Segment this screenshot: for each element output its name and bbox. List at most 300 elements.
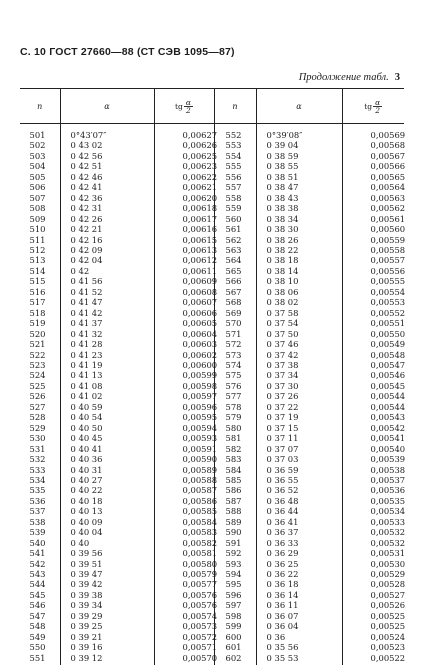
- tangent-value: 0,00544: [342, 391, 404, 401]
- alpha-value: 0 38 51: [256, 172, 342, 182]
- alpha-value: 0 41 23: [60, 350, 154, 360]
- alpha-value: 0 38 59: [256, 151, 342, 161]
- alpha-value: 0 37 58: [256, 308, 342, 318]
- tangent-value: 0,00568: [342, 140, 404, 150]
- tangent-value: 0,00529: [342, 569, 404, 579]
- alpha-value: 0 39 42: [60, 579, 154, 589]
- n-value: 536: [20, 496, 60, 506]
- tangent-value: 0,00613: [154, 245, 214, 255]
- angle-tangent-table: [20, 88, 404, 665]
- table-row: [20, 151, 404, 161]
- tangent-value: 0,00604: [154, 329, 214, 339]
- n-value: 516: [20, 287, 60, 297]
- tangent-value: 0,00556: [342, 266, 404, 276]
- tangent-value: 0,00627: [154, 124, 214, 141]
- tangent-value: 0,00560: [342, 224, 404, 234]
- alpha-value: 0 36 18: [256, 579, 342, 589]
- tangent-value: 0,00580: [154, 559, 214, 569]
- n-value: 506: [20, 182, 60, 192]
- tangent-value: 0,00586: [154, 496, 214, 506]
- n-value: 596: [214, 590, 256, 600]
- tangent-value: 0,00549: [342, 339, 404, 349]
- n-value: 569: [214, 308, 256, 318]
- n-value: 598: [214, 611, 256, 621]
- tangent-value: 0,00532: [342, 527, 404, 537]
- n-value: 503: [20, 151, 60, 161]
- n-value: 501: [20, 124, 60, 141]
- n-value: 591: [214, 538, 256, 548]
- table-row: [20, 224, 404, 234]
- tg-numerator: α: [184, 99, 193, 107]
- alpha-value: 0 42 21: [60, 224, 154, 234]
- tangent-value: 0,00579: [154, 569, 214, 579]
- alpha-value: 0 40 36: [60, 454, 154, 464]
- alpha-value: 0 40 31: [60, 465, 154, 475]
- tangent-value: 0,00584: [154, 517, 214, 527]
- n-value: 524: [20, 370, 60, 380]
- tangent-value: 0,00563: [342, 193, 404, 203]
- alpha-value: 0 38 43: [256, 193, 342, 203]
- n-value: 512: [20, 245, 60, 255]
- alpha-value: 0 41 28: [60, 339, 154, 349]
- tangent-value: 0,00530: [342, 559, 404, 569]
- n-value: 557: [214, 182, 256, 192]
- alpha-value: 0 36 48: [256, 496, 342, 506]
- alpha-value: 0 41 08: [60, 381, 154, 391]
- table-row: [20, 350, 404, 360]
- tangent-value: 0,00565: [342, 172, 404, 182]
- alpha-value: 0 38 18: [256, 255, 342, 265]
- n-value: 526: [20, 391, 60, 401]
- alpha-value: 0 36 59: [256, 465, 342, 475]
- n-value: 581: [214, 433, 256, 443]
- alpha-value: 0 37 54: [256, 318, 342, 328]
- tangent-value: 0,00542: [342, 423, 404, 433]
- table-row: [20, 124, 404, 141]
- alpha-value: 0 39 56: [60, 548, 154, 558]
- n-value: 564: [214, 255, 256, 265]
- alpha-value: 0 40: [60, 538, 154, 548]
- alpha-value: 0 37 30: [256, 381, 342, 391]
- alpha-value: 0 36 29: [256, 548, 342, 558]
- table-row: [20, 506, 404, 516]
- n-value: 587: [214, 496, 256, 506]
- alpha-value: 0 35 53: [256, 653, 342, 665]
- n-value: 588: [214, 506, 256, 516]
- n-value: 578: [214, 402, 256, 412]
- tangent-value: 0,00570: [154, 653, 214, 665]
- tangent-value: 0,00608: [154, 287, 214, 297]
- n-value: 548: [20, 621, 60, 631]
- tangent-value: 0,00533: [342, 517, 404, 527]
- table-row: [20, 172, 404, 182]
- n-value: 552: [214, 124, 256, 141]
- tangent-value: 0,00540: [342, 444, 404, 454]
- n-value: 530: [20, 433, 60, 443]
- alpha-value: 0 42 56: [60, 151, 154, 161]
- table-row: [20, 642, 404, 652]
- alpha-value: 0 37 50: [256, 329, 342, 339]
- tangent-value: 0,00550: [342, 329, 404, 339]
- alpha-value: 0 36: [256, 632, 342, 642]
- page-header: С. 10 ГОСТ 27660—88 (СТ СЭВ 1095—87): [20, 46, 235, 58]
- table-row: [20, 235, 404, 245]
- tangent-value: 0,00558: [342, 245, 404, 255]
- n-value: 532: [20, 454, 60, 464]
- table-row: [20, 412, 404, 422]
- tg-denominator: 2: [375, 107, 380, 114]
- tangent-value: 0,00625: [154, 151, 214, 161]
- alpha-value: 0 41 13: [60, 370, 154, 380]
- table-row: [20, 590, 404, 600]
- n-value: 537: [20, 506, 60, 516]
- tangent-value: 0,00569: [342, 124, 404, 141]
- tangent-value: 0,00532: [342, 538, 404, 548]
- header-alpha-right: α: [256, 89, 342, 124]
- alpha-value: 0 42 26: [60, 214, 154, 224]
- tangent-value: 0,00543: [342, 412, 404, 422]
- alpha-value: 0 39 21: [60, 632, 154, 642]
- n-value: 535: [20, 485, 60, 495]
- tangent-value: 0,00541: [342, 433, 404, 443]
- alpha-value: 0 41 42: [60, 308, 154, 318]
- table-row: [20, 559, 404, 569]
- tangent-value: 0,00603: [154, 339, 214, 349]
- alpha-value: 0 37 03: [256, 454, 342, 464]
- alpha-value: 0 42: [60, 266, 154, 276]
- tangent-value: 0,00554: [342, 287, 404, 297]
- n-value: 558: [214, 193, 256, 203]
- alpha-value: 0 39 34: [60, 600, 154, 610]
- n-value: 556: [214, 172, 256, 182]
- table-row: [20, 632, 404, 642]
- alpha-value: 0 35 56: [256, 642, 342, 652]
- header-tg-left: [154, 89, 214, 124]
- alpha-value: 0 42 04: [60, 255, 154, 265]
- alpha-value: 0 42 36: [60, 193, 154, 203]
- n-value: 523: [20, 360, 60, 370]
- n-value: 549: [20, 632, 60, 642]
- tangent-value: 0,00620: [154, 193, 214, 203]
- table-row: [20, 600, 404, 610]
- tangent-value: 0,00571: [154, 642, 214, 652]
- table-body: [20, 124, 404, 665]
- tangent-value: 0,00589: [154, 465, 214, 475]
- tangent-value: 0,00582: [154, 538, 214, 548]
- alpha-value: 0 39 12: [60, 653, 154, 665]
- tg-denominator: 2: [186, 107, 191, 114]
- alpha-value: 0 40 09: [60, 517, 154, 527]
- tangent-value: 0,00522: [342, 653, 404, 665]
- n-value: 546: [20, 600, 60, 610]
- alpha-value: 0 39 25: [60, 621, 154, 631]
- tangent-value: 0,00545: [342, 381, 404, 391]
- table-row: [20, 339, 404, 349]
- n-value: 594: [214, 569, 256, 579]
- alpha-value: 0 43 02: [60, 140, 154, 150]
- alpha-value: 0 41 47: [60, 297, 154, 307]
- n-value: 544: [20, 579, 60, 589]
- alpha-value: 0 36 44: [256, 506, 342, 516]
- table-row: [20, 255, 404, 265]
- table-row: [20, 161, 404, 171]
- n-value: 529: [20, 423, 60, 433]
- header-alpha-left: α: [60, 89, 154, 124]
- alpha-value: 0 41 37: [60, 318, 154, 328]
- tangent-value: 0,00622: [154, 172, 214, 182]
- n-value: 509: [20, 214, 60, 224]
- n-value: 511: [20, 235, 60, 245]
- n-value: 528: [20, 412, 60, 422]
- n-value: 597: [214, 600, 256, 610]
- n-value: 554: [214, 151, 256, 161]
- tangent-value: 0,00539: [342, 454, 404, 464]
- tangent-value: 0,00574: [154, 611, 214, 621]
- n-value: 576: [214, 381, 256, 391]
- n-value: 562: [214, 235, 256, 245]
- table-row: [20, 214, 404, 224]
- table-row: [20, 140, 404, 150]
- alpha-value: 0 37 19: [256, 412, 342, 422]
- n-value: 508: [20, 203, 60, 213]
- n-value: 593: [214, 559, 256, 569]
- alpha-value: 0 38 55: [256, 161, 342, 171]
- alpha-value: 0 41 19: [60, 360, 154, 370]
- n-value: 572: [214, 339, 256, 349]
- table-row: [20, 496, 404, 506]
- n-value: 592: [214, 548, 256, 558]
- table-row: [20, 621, 404, 631]
- n-value: 540: [20, 538, 60, 548]
- n-value: 566: [214, 276, 256, 286]
- alpha-value: 0 40 41: [60, 444, 154, 454]
- tangent-value: 0,00538: [342, 465, 404, 475]
- header-n-right: n: [214, 89, 256, 124]
- n-value: 601: [214, 642, 256, 652]
- alpha-value: 0 37 11: [256, 433, 342, 443]
- tangent-value: 0,00596: [154, 402, 214, 412]
- n-value: 583: [214, 454, 256, 464]
- n-value: 600: [214, 632, 256, 642]
- tangent-value: 0,00583: [154, 527, 214, 537]
- alpha-value: 0 40 50: [60, 423, 154, 433]
- tangent-value: 0,00523: [342, 642, 404, 652]
- tangent-value: 0,00526: [342, 600, 404, 610]
- n-value: 534: [20, 475, 60, 485]
- n-value: 507: [20, 193, 60, 203]
- continuation-table-number: 3: [395, 72, 400, 83]
- tangent-value: 0,00593: [154, 433, 214, 443]
- tangent-value: 0,00611: [154, 266, 214, 276]
- n-value: 589: [214, 517, 256, 527]
- table-row: [20, 444, 404, 454]
- n-value: 505: [20, 172, 60, 182]
- n-value: 585: [214, 475, 256, 485]
- alpha-value: 0 40 18: [60, 496, 154, 506]
- table-row: [20, 402, 404, 412]
- alpha-value: 0 36 37: [256, 527, 342, 537]
- alpha-value: 0°39′08″: [256, 124, 342, 141]
- tangent-value: 0,00555: [342, 276, 404, 286]
- n-value: 541: [20, 548, 60, 558]
- tangent-value: 0,00623: [154, 161, 214, 171]
- tangent-value: 0,00599: [154, 370, 214, 380]
- tangent-value: 0,00600: [154, 360, 214, 370]
- alpha-value: 0 40 13: [60, 506, 154, 516]
- table-row: [20, 308, 404, 318]
- n-value: 514: [20, 266, 60, 276]
- table-row: [20, 266, 404, 276]
- alpha-value: 0 39 16: [60, 642, 154, 652]
- n-value: 571: [214, 329, 256, 339]
- tangent-value: 0,00615: [154, 235, 214, 245]
- tangent-value: 0,00553: [342, 297, 404, 307]
- tg-label: tg: [364, 102, 372, 111]
- alpha-value: 0°43′07″: [60, 124, 154, 141]
- alpha-value: 0 40 04: [60, 527, 154, 537]
- n-value: 573: [214, 350, 256, 360]
- alpha-value: 0 36 04: [256, 621, 342, 631]
- alpha-value: 0 40 54: [60, 412, 154, 422]
- tangent-value: 0,00605: [154, 318, 214, 328]
- table-row: [20, 569, 404, 579]
- n-value: 579: [214, 412, 256, 422]
- n-value: 542: [20, 559, 60, 569]
- n-value: 595: [214, 579, 256, 589]
- table-row: [20, 245, 404, 255]
- tangent-value: 0,00581: [154, 548, 214, 558]
- alpha-value: 0 42 41: [60, 182, 154, 192]
- tangent-value: 0,00551: [342, 318, 404, 328]
- table-row: [20, 297, 404, 307]
- n-value: 515: [20, 276, 60, 286]
- n-value: 538: [20, 517, 60, 527]
- alpha-value: 0 36 22: [256, 569, 342, 579]
- tangent-value: 0,00577: [154, 579, 214, 589]
- n-value: 565: [214, 266, 256, 276]
- tangent-value: 0,00537: [342, 475, 404, 485]
- alpha-value: 0 40 27: [60, 475, 154, 485]
- table-row: [20, 391, 404, 401]
- tangent-value: 0,00536: [342, 485, 404, 495]
- tangent-value: 0,00621: [154, 182, 214, 192]
- tangent-value: 0,00606: [154, 308, 214, 318]
- alpha-value: 0 36 33: [256, 538, 342, 548]
- tangent-value: 0,00562: [342, 203, 404, 213]
- tangent-value: 0,00561: [342, 214, 404, 224]
- alpha-value: 0 37 34: [256, 370, 342, 380]
- alpha-value: 0 38 34: [256, 214, 342, 224]
- alpha-value: 0 36 14: [256, 590, 342, 600]
- alpha-value: 0 36 41: [256, 517, 342, 527]
- header-tg-right: [342, 89, 404, 124]
- table-row: [20, 579, 404, 589]
- n-value: 553: [214, 140, 256, 150]
- alpha-value: 0 36 11: [256, 600, 342, 610]
- tangent-value: 0,00559: [342, 235, 404, 245]
- n-value: 531: [20, 444, 60, 454]
- n-value: 550: [20, 642, 60, 652]
- tangent-value: 0,00566: [342, 161, 404, 171]
- tangent-value: 0,00544: [342, 402, 404, 412]
- alpha-value: 0 39 47: [60, 569, 154, 579]
- table-row: [20, 517, 404, 527]
- tangent-value: 0,00547: [342, 360, 404, 370]
- table-row: [20, 475, 404, 485]
- tangent-value: 0,00585: [154, 506, 214, 516]
- n-value: 575: [214, 370, 256, 380]
- table-row: [20, 193, 404, 203]
- table-row: [20, 287, 404, 297]
- table-row: [20, 611, 404, 621]
- alpha-value: 0 41 56: [60, 276, 154, 286]
- alpha-value: 0 41 52: [60, 287, 154, 297]
- table-row: [20, 182, 404, 192]
- tangent-value: 0,00534: [342, 506, 404, 516]
- tangent-value: 0,00535: [342, 496, 404, 506]
- tangent-value: 0,00527: [342, 590, 404, 600]
- n-value: 561: [214, 224, 256, 234]
- tangent-value: 0,00567: [342, 151, 404, 161]
- continuation-text: Продолжение табл.: [299, 72, 389, 83]
- alpha-value: 0 37 07: [256, 444, 342, 454]
- alpha-value: 0 42 16: [60, 235, 154, 245]
- tangent-value: 0,00572: [154, 632, 214, 642]
- tangent-value: 0,00597: [154, 391, 214, 401]
- tangent-value: 0,00595: [154, 412, 214, 422]
- alpha-value: 0 36 52: [256, 485, 342, 495]
- alpha-value: 0 38 26: [256, 235, 342, 245]
- n-value: 518: [20, 308, 60, 318]
- n-value: 522: [20, 350, 60, 360]
- tangent-value: 0,00612: [154, 255, 214, 265]
- alpha-value: 0 38 30: [256, 224, 342, 234]
- table-header-row: [20, 89, 404, 124]
- tangent-value: 0,00524: [342, 632, 404, 642]
- table-row: [20, 548, 404, 558]
- table-row: [20, 329, 404, 339]
- n-value: 545: [20, 590, 60, 600]
- n-value: 521: [20, 339, 60, 349]
- table-row: [20, 454, 404, 464]
- n-value: 519: [20, 318, 60, 328]
- tangent-value: 0,00576: [154, 590, 214, 600]
- n-value: 517: [20, 297, 60, 307]
- alpha-value: 0 39 04: [256, 140, 342, 150]
- n-value: 510: [20, 224, 60, 234]
- table-row: [20, 381, 404, 391]
- table-row: [20, 370, 404, 380]
- n-value: 520: [20, 329, 60, 339]
- n-value: 555: [214, 161, 256, 171]
- table-row: [20, 538, 404, 548]
- tangent-value: 0,00626: [154, 140, 214, 150]
- n-value: 599: [214, 621, 256, 631]
- tangent-value: 0,00546: [342, 370, 404, 380]
- alpha-value: 0 38 06: [256, 287, 342, 297]
- alpha-value: 0 42 09: [60, 245, 154, 255]
- n-value: 513: [20, 255, 60, 265]
- n-value: 543: [20, 569, 60, 579]
- tg-numerator: α: [373, 99, 382, 107]
- tangent-value: 0,00609: [154, 276, 214, 286]
- alpha-value: 0 36 07: [256, 611, 342, 621]
- alpha-value: 0 36 55: [256, 475, 342, 485]
- n-value: 559: [214, 203, 256, 213]
- table-row: [20, 433, 404, 443]
- table-row: [20, 653, 404, 665]
- n-value: 590: [214, 527, 256, 537]
